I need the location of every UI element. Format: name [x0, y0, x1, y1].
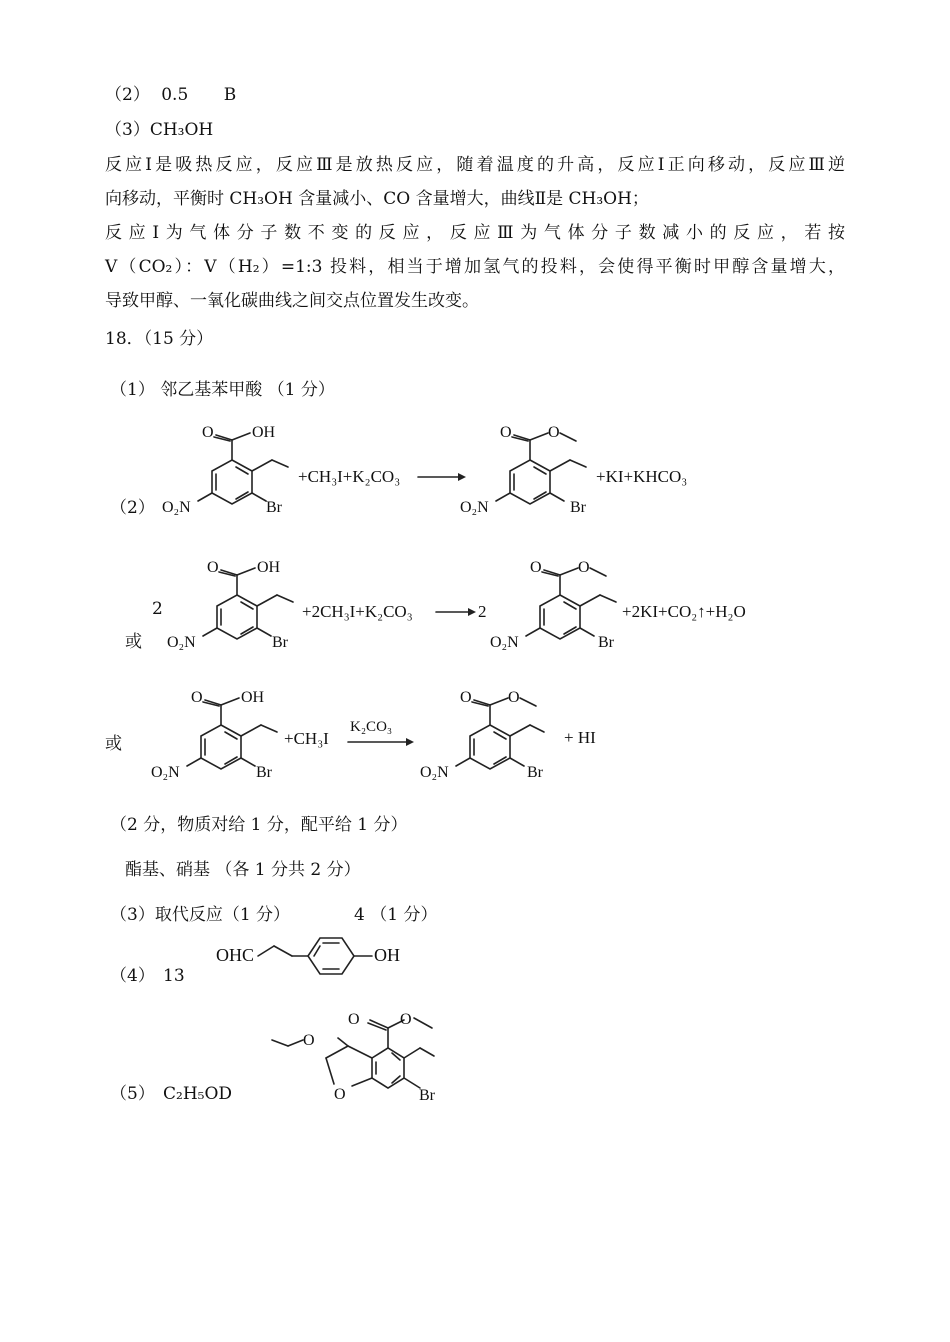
arrowhead-1-icon: [458, 473, 466, 481]
q2-num: （2）: [105, 85, 150, 105]
functional-groups: 酯基、硝基 （各 1 分共 2 分）: [125, 860, 361, 880]
reaction-3-condition: K₂CO₃: [350, 719, 393, 735]
br-label: Br: [266, 499, 282, 516]
r3-no2-label: O₂N: [151, 764, 180, 781]
oh-label: OH: [252, 424, 276, 441]
q18-part3-count: 4 （1 分）: [354, 905, 438, 925]
q18-part4-label: （4）: [110, 966, 155, 986]
r3-br-label: Br: [256, 764, 272, 781]
q3-para1-line2: 向移动，平衡时 CH₃OH 含量减小、CO 含量增大，曲线Ⅱ是 CH₃OH；: [105, 189, 649, 209]
q2-line: [105, 84, 236, 106]
product-ester-o-label: O: [548, 424, 560, 441]
r3-carbonyl-o-label: O: [191, 689, 203, 706]
product-structure-3: [420, 689, 544, 781]
carbonyl-o-5-label: O: [348, 1011, 360, 1028]
q3-para2-line2: V（CO₂）：V（H₂）=1:3 投料，相当于增加氢气的投料，会使得平衡时甲醇含量增大，: [105, 257, 845, 277]
reaction-2-products: +2KI+CO₂↑+H₂O: [622, 602, 746, 621]
product-no2-label: O₂N: [460, 499, 489, 516]
q18-part4-value: 13: [163, 966, 185, 986]
q18-header: 18．（15 分）: [105, 329, 214, 349]
p2-no2-label: O₂N: [490, 634, 519, 651]
ester-o-5-label: O: [400, 1011, 412, 1028]
q18-part1: （1） 邻乙基苯甲酸 （1 分）: [110, 380, 335, 400]
or-label-1: 或: [125, 632, 142, 652]
r2-carbonyl-o-label: O: [207, 559, 219, 576]
carbonyl-o-label: O: [202, 424, 214, 441]
r2-br-label: Br: [272, 634, 288, 651]
or-label-2: 或: [105, 734, 122, 754]
product-carbonyl-o-label: O: [500, 424, 512, 441]
reaction-1-products: +KI+KHCO₃: [596, 467, 688, 486]
reaction-2-coef: 2: [478, 602, 487, 621]
p3-carbonyl-o-label: O: [460, 689, 472, 706]
ohc-label: OHC: [216, 945, 255, 965]
p3-br-label: Br: [527, 764, 543, 781]
q18-part2-label: （2）: [110, 498, 155, 518]
product-structure-1: [460, 424, 587, 516]
no2-label: O₂N: [162, 499, 191, 516]
reaction-3-products: + HI: [564, 728, 596, 747]
p2-carbonyl-o-label: O: [530, 559, 542, 576]
q3-para2-line1: 反应Ⅰ为气体分子数不变的反应，反应Ⅲ为气体分子数减小的反应，若按: [105, 223, 845, 243]
reaction-1-reagents: +CH₃I+K₂CO₃: [298, 467, 401, 486]
p2-br-label: Br: [598, 634, 614, 651]
q18-part5-label: （5）: [110, 1084, 155, 1104]
q3-para2-line3: 导致甲醇、一氧化碳曲线之间交点位置发生改变。: [105, 291, 479, 311]
reactant-structure-3: [151, 689, 277, 781]
part5-structure: [0, 1000, 950, 1110]
reaction-3-svg: [0, 680, 950, 790]
ring-o-label: O: [334, 1086, 346, 1103]
q3-para1-line1: 反应Ⅰ是吸热反应，反应Ⅲ是放热反应，随着温度的升高，反应Ⅰ正向移动，反应Ⅲ逆: [105, 155, 845, 175]
product-structure-2: [490, 559, 616, 651]
r2-oh-label: OH: [257, 559, 281, 576]
q18-part5-value: C₂H₅OD: [163, 1084, 233, 1104]
p2-ester-o-label: O: [578, 559, 590, 576]
q2-choice: B: [223, 85, 237, 105]
r2-no2-label: O₂N: [167, 634, 196, 651]
q3-header: （3）CH₃OH: [105, 120, 214, 140]
br-5-label: Br: [419, 1087, 435, 1104]
arrowhead-2-icon: [468, 608, 476, 616]
q2-value: 0.5: [161, 85, 189, 105]
reaction-1-svg: [0, 415, 950, 525]
reaction-3-reagents: +CH₃I: [284, 729, 329, 748]
reaction-2-reagents: +2CH₃I+K₂CO₃: [302, 602, 413, 621]
reaction-2-svg: [0, 550, 950, 660]
ether-o-label: O: [303, 1032, 315, 1049]
reactant-structure-1: [162, 424, 288, 516]
r3-oh-label: OH: [241, 689, 265, 706]
arrowhead-3-icon: [406, 738, 414, 746]
scoring-note: （2 分，物质对给 1 分，配平给 1 分）: [110, 815, 408, 835]
phenol-oh-label: OH: [374, 945, 400, 965]
p3-no2-label: O₂N: [420, 764, 449, 781]
p3-ester-o-label: O: [508, 689, 520, 706]
part4-structure: [0, 930, 950, 990]
coef-2-left: 2: [152, 599, 163, 619]
q18-part3: （3）取代反应（1 分）: [110, 905, 291, 925]
reactant-structure-2: [167, 559, 293, 651]
product-br-label: Br: [570, 499, 586, 516]
